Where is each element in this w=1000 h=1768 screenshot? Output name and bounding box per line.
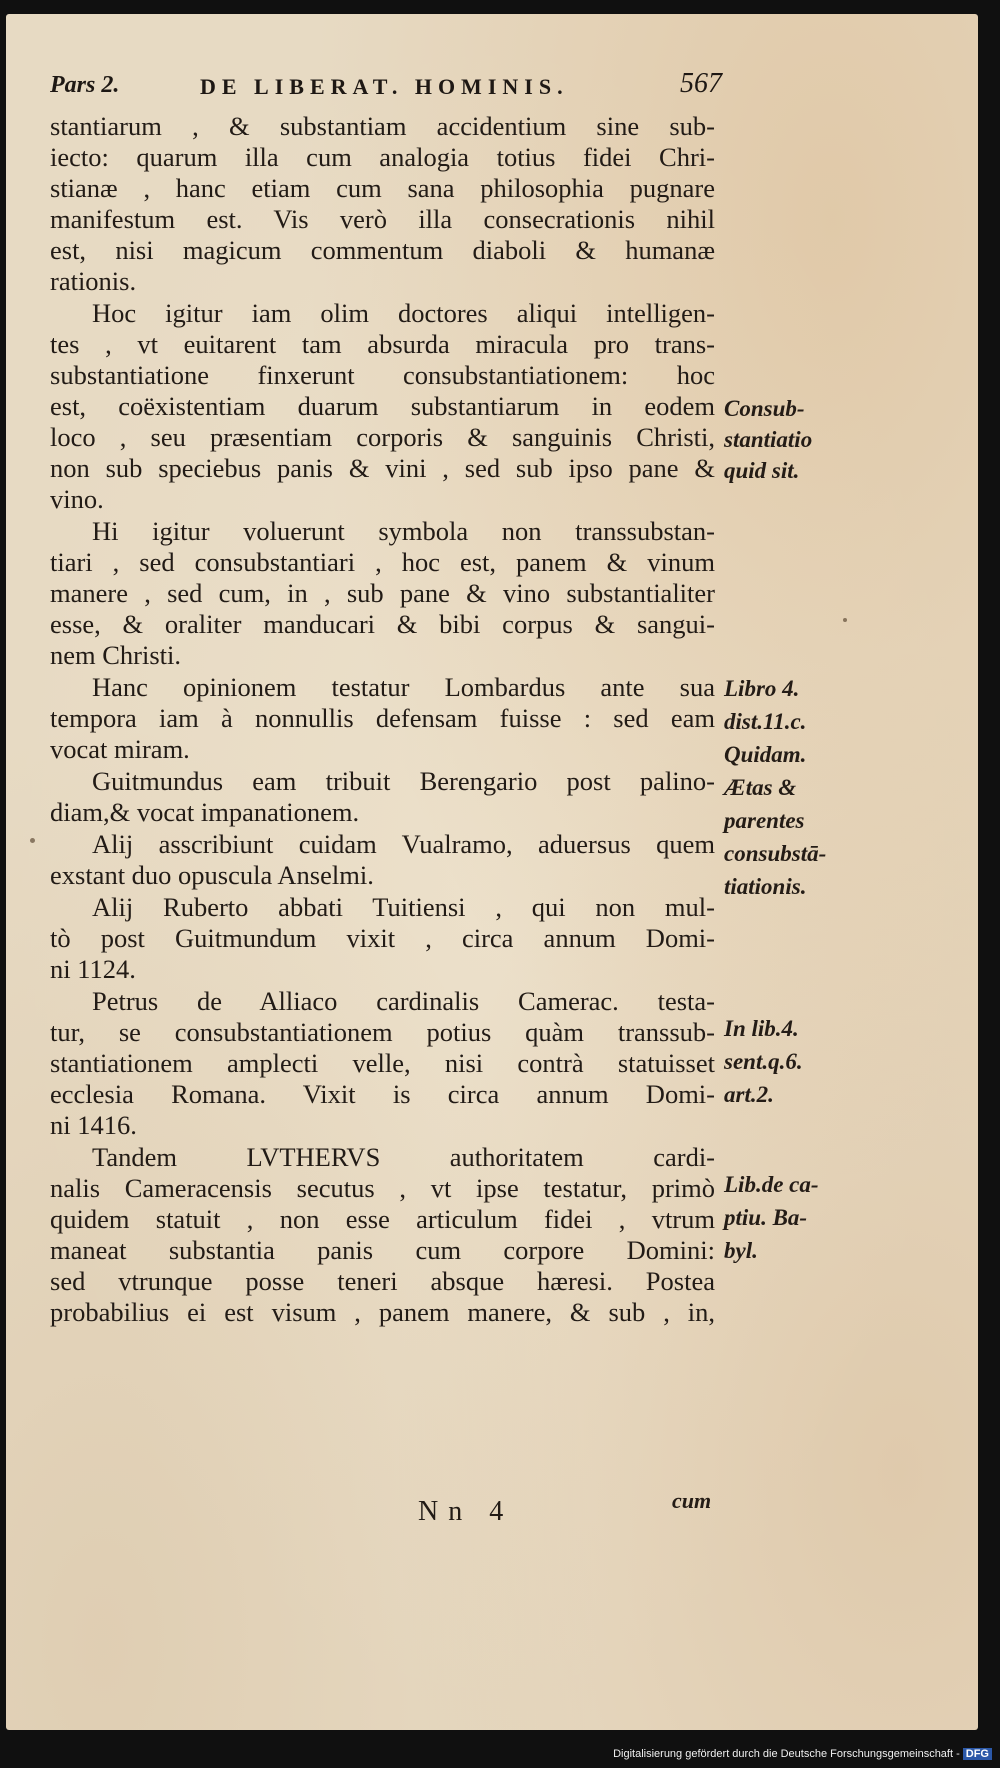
- text-line: exstant duo opuscula Anselmi.: [50, 860, 374, 890]
- marginal-note: art.2.: [724, 1082, 774, 1107]
- page-number: 567: [680, 68, 722, 99]
- text-line: sed vtrunque posse teneri absque hæresi. Postea: [50, 1266, 715, 1296]
- marginal-note: tiationis.: [724, 874, 807, 899]
- text-line: manifestum est. Vis verò illa consecrationis nihil: [50, 204, 715, 234]
- marginal-note: Lib.de ca-: [724, 1172, 819, 1197]
- running-title: DE LIBERAT. HOMINIS.: [200, 74, 569, 99]
- marginal-note: consubstā-: [724, 841, 827, 866]
- text-line: Petrus de Alliaco cardinalis Camerac. testa-: [92, 986, 715, 1016]
- catchword: cum: [672, 1488, 712, 1513]
- text-line: Hi igitur voluerunt symbola non transsubstan-: [92, 516, 715, 546]
- text-line: ecclesia Romana. Vixit is circa annum Domi-: [50, 1079, 715, 1109]
- ink-spot: [843, 618, 847, 622]
- marginal-note: byl.: [724, 1238, 758, 1263]
- text-line: vocat miram.: [50, 734, 190, 764]
- text-line: probabilius ei est visum , panem manere, & sub , in,: [50, 1297, 715, 1327]
- text-line: tò post Guitmundum vixit , circa annum Domi-: [50, 923, 715, 953]
- credit-text: Digitalisierung gefördert durch die Deutsche Forschungsgemeinschaft -: [613, 1748, 960, 1760]
- ink-spot: [30, 838, 35, 843]
- text-line: est, coëxistentiam duarum substantiarum in eodem: [50, 391, 715, 421]
- dfg-logo: DFG: [963, 1748, 992, 1760]
- text-line: tur, se consubstantiationem potius quàm transsub-: [50, 1017, 715, 1047]
- signature-mark: Nn 4: [418, 1496, 514, 1527]
- text-line: stantiationem amplecti velle, nisi contrà statuisset: [50, 1048, 715, 1078]
- text-line: nalis Cameracensis secutus , vt ipse testatur, primò: [50, 1173, 715, 1203]
- text-line: manere , sed cum, in , sub pane & vino substantialiter: [50, 578, 715, 608]
- text-line: esse, & oraliter manducari & bibi corpus & sangui-: [50, 609, 715, 639]
- running-header: [50, 68, 722, 104]
- text-line: tes , vt euitarent tam absurda miracula pro trans-: [50, 329, 715, 359]
- marginal-note: Libro 4.: [724, 676, 800, 701]
- text-line: stianæ , hanc etiam cum sana philosophia pugnare: [50, 173, 715, 203]
- text-line: stantiarum , & substantiam accidentium sine sub-: [50, 111, 715, 141]
- marginal-note: ptiu. Ba-: [724, 1205, 808, 1230]
- text-line: Hoc igitur iam olim doctores aliqui intelligen-: [92, 298, 715, 328]
- text-line: vino.: [50, 484, 104, 514]
- marginal-note: parentes: [724, 808, 805, 833]
- text-line: maneat substantia panis cum corpore Domini:: [50, 1235, 715, 1265]
- text-line: ni 1416.: [50, 1110, 137, 1140]
- text-line: ni 1124.: [50, 954, 136, 984]
- text-line: iecto: quarum illa cum analogia totius fidei Chri-: [50, 142, 715, 172]
- text-line: loco , seu præsentiam corporis & sanguinis Christi,: [50, 422, 715, 452]
- text-line: tempora iam à nonnullis defensam fuisse : sed eam: [50, 703, 715, 733]
- text-line: est, nisi magicum commentum diaboli & humanæ: [50, 235, 715, 265]
- text-line: Tandem LVTHERVS authoritatem cardi-: [92, 1142, 715, 1172]
- text-line: non sub speciebus panis & vini , sed sub ipso pane &: [50, 453, 715, 483]
- marginal-note: Ætas &: [724, 775, 797, 800]
- text-line: Alij asscribiunt cuidam Vualramo, aduersus quem: [92, 829, 715, 859]
- text-line: Alij Ruberto abbati Tuitiensi , qui non mul-: [92, 892, 715, 922]
- text-line: nem Christi.: [50, 640, 182, 670]
- text-line: substantiatione finxerunt consubstantiationem: hoc: [50, 360, 715, 390]
- marginal-note: dist.11.c.: [724, 709, 807, 734]
- marginal-note: sent.q.6.: [724, 1049, 803, 1074]
- text-line: rationis.: [50, 266, 137, 296]
- digitization-credit: [613, 1748, 992, 1760]
- text-line: tiari , sed consubstantiari , hoc est, panem & vinum: [50, 547, 715, 577]
- marginal-note: quid sit.: [724, 458, 800, 483]
- text-line: Hanc opinionem testatur Lombardus ante sua: [92, 672, 715, 702]
- marginal-note: In lib.4.: [724, 1016, 799, 1041]
- marginal-note: Quidam.: [724, 742, 807, 767]
- text-line: Guitmundus eam tribuit Berengario post palino-: [92, 766, 715, 796]
- text-line: diam,& vocat impanationem.: [50, 797, 360, 827]
- part-label: Pars 2.: [50, 72, 120, 98]
- marginal-note: stantiatio: [724, 427, 813, 452]
- marginal-note: Consub-: [724, 396, 805, 421]
- text-line: quidem statuit , non esse articulum fidei , vtrum: [50, 1204, 715, 1234]
